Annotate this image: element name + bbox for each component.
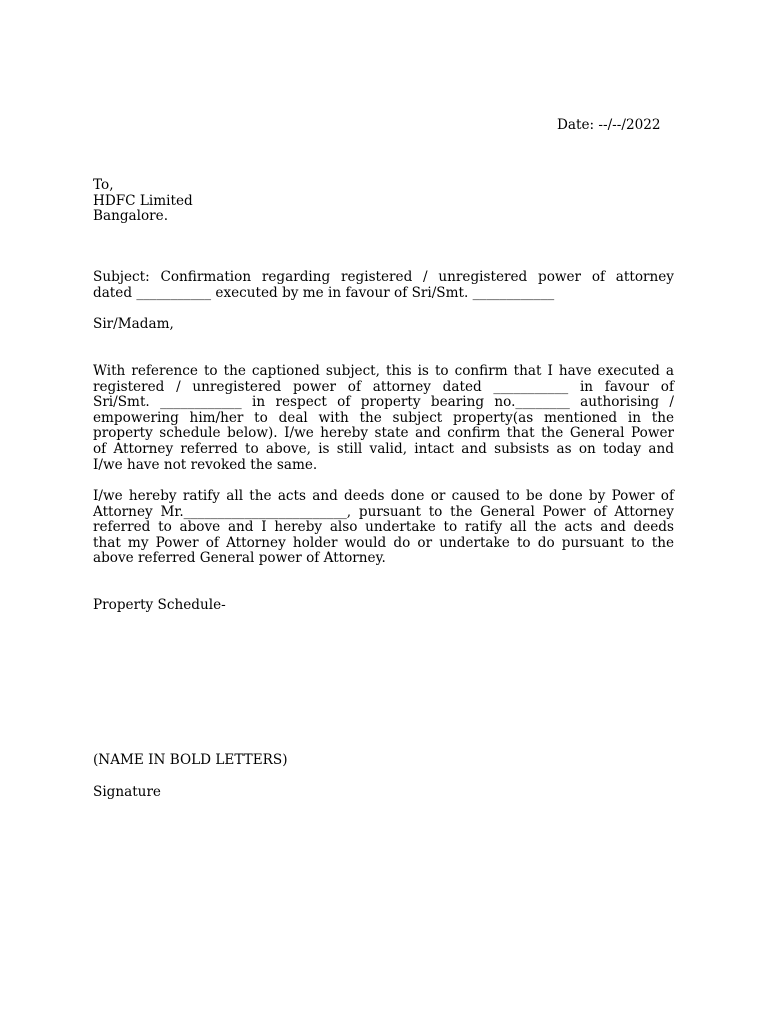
paragraph-ratification [93, 489, 674, 567]
signature-label: Signature [93, 784, 161, 800]
property-schedule-heading: Property Schedule- [93, 597, 226, 613]
paragraph-line: I/we hereby ratify all the acts and deeds done or caused to be done by Power of [93, 488, 674, 504]
paragraph-line: registered / unregistered power of attorney dated ___________ in favour of [93, 378, 674, 395]
paragraph-confirmation [93, 364, 674, 473]
recipient-to: To, [93, 177, 114, 193]
paragraph-line: empowering him/her to deal with the subject property(as mentioned in the [93, 409, 674, 426]
paragraph-line: property schedule below). I/we hereby state and confirm that the General Power [93, 425, 674, 442]
paragraph-line: I/we have not revoked the same. [93, 456, 318, 473]
letter-date: Date: --/--/2022 [557, 117, 661, 133]
paragraph-line: Attorney Mr.________________________, pursuant to the General Power of Attorney [93, 503, 674, 520]
recipient-company: HDFC Limited [93, 193, 193, 209]
salutation: Sir/Madam, [93, 316, 174, 332]
paragraph-line: referred to above and I hereby also undertake to ratify all the acts and deeds [93, 519, 674, 536]
name-in-bold-letters: (NAME IN BOLD LETTERS) [93, 752, 288, 768]
paragraph-line: above referred General power of Attorney. [93, 550, 386, 567]
recipient-city: Bangalore. [93, 208, 169, 224]
subject-block [93, 270, 674, 301]
subject-line: dated ___________ executed by me in favour of Sri/Smt. ____________ [93, 284, 555, 301]
paragraph-line: of Attorney referred to above, is still valid, intact and subsists as on today and [93, 440, 674, 457]
paragraph-line: that my Power of Attorney holder would do or undertake to do pursuant to the [93, 534, 674, 551]
paragraph-line: With reference to the captioned subject, this is to confirm that I have executed a [93, 363, 674, 379]
subject-line: Subject: Confirmation regarding registered / unregistered power of attorney [93, 269, 674, 285]
paragraph-line: Sri/Smt. ____________ in respect of property bearing no.________ authorising / [93, 394, 674, 411]
